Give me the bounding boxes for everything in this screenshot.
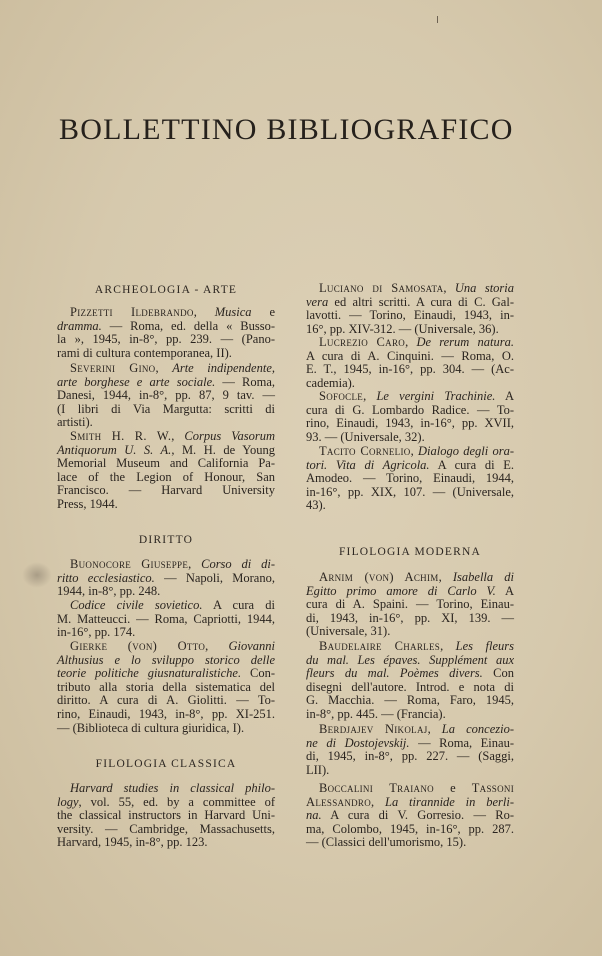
citation-text: A cura di V. Gorresio. — Ro- [321,808,514,823]
entry-line [306,459,514,473]
citation-text: LII). [306,762,330,777]
citation-text: rino, Einaudi, 1943, in-8°, pp. XI-251. [57,706,275,721]
bib-entry-berdjajev [306,723,514,777]
entry-line [306,737,514,751]
bib-entry-codice [57,599,275,640]
author-name: Buonocore Giuseppe [70,557,189,571]
entry-line [306,363,514,377]
citation-text: ma, Colombo, 1945, in-16°, pp. 287. [306,821,514,836]
citation-text: , [193,305,215,319]
bib-entry-tacito [306,445,514,513]
italic-title: vera [306,294,329,309]
italic-title: tori. Vita di Agricola. [306,457,430,472]
entry-line [306,499,514,513]
citation-text: , [371,794,385,809]
bib-entry-boccalini [306,782,514,850]
entry-line [57,613,275,627]
citation-text: artisti). [57,415,93,430]
citation-text: e [433,781,472,795]
author-name: Berdjajev Nikolaj [319,722,428,736]
entry-line [306,723,514,737]
entry-line [57,389,275,403]
citation-text: — Napoli, Morano, [154,570,275,585]
citation-text: cura di A. Spaini. — Torino, Einau- [306,597,514,612]
citation-text: A cura di E. [429,457,514,472]
paper-smudge [22,562,52,588]
citation-text: cademia). [306,375,355,390]
italic-title: ne di Dostojevskij. [306,735,410,750]
entry-line [306,309,514,323]
entry-line [57,320,275,334]
italic-title: du mal. Les épaves. Supplément aux [306,652,514,667]
entry-line [57,836,275,850]
citation-text: Francisco. — Harvard University [57,483,275,498]
bib-entry-gierke [57,640,275,735]
citation-text: , vol. 55, ed. by a committee of [78,794,275,809]
entry-line [57,376,275,390]
entry-line [57,809,275,823]
italic-title: Althusius e lo sviluppo storico delle [57,652,275,667]
citation-text: 93. — (Universale, 32). [306,429,425,444]
entry-line [57,471,275,485]
bib-entry-smith [57,430,275,512]
citation-text: — (Biblioteca di cultura giuridica, I). [57,720,245,735]
entry-line [57,585,275,599]
entry-line [306,445,514,459]
citation-text: — Roma, [215,374,275,389]
citation-text: , [205,639,229,653]
author-name: Sofocle [319,389,364,403]
page-title: BOLLETTINO BIBLIOGRAFICO [59,113,514,146]
entry-line [57,823,275,837]
entry-line [306,694,514,708]
italic-title: Harvard studies in classical philo- [70,781,275,795]
entry-line [306,417,514,431]
bib-entry-severini [57,362,275,430]
section-heading-filologia-moderna: FILOLOGIA MODERNA [338,546,482,558]
section-heading-diritto: DIRITTO [138,534,194,546]
bib-entry-arnim [306,571,514,639]
italic-title: Codice civile sovietico. [70,598,203,612]
citation-text: , [171,429,185,443]
citation-text: in-16°, pp. 174. [57,625,136,640]
citation-text: Harvard, 1945, in-8°, pp. 123. [57,835,208,850]
citation-text: rino, Einaudi, 1943, in-16°, pp. XVII, [306,416,514,431]
author-name: Pizzetti Ildebrando [70,305,194,319]
italic-title: La concezio- [441,722,514,736]
citation-text: e [251,305,275,319]
citation-text: Con [482,666,514,681]
italic-title: Isabella di [452,570,515,584]
citation-text: (Universale, 31). [306,624,391,639]
citation-text: — Roma, ed. della « Busso- [101,318,275,333]
italic-title: Le vergini Trachinie. [376,389,496,403]
citation-text: Danesi, 1944, in-8°, pp. 87, 9 tav. — [57,388,275,403]
entry-line [306,750,514,764]
entry-line [306,836,514,850]
italic-title: Una storia [454,281,515,295]
citation-text: , [440,639,456,653]
author-name: Tassoni [471,781,514,795]
entry-line [306,296,514,310]
right-column [306,0,514,956]
citation-text: 43). [306,498,326,513]
author-name: Boccalini Traiano [319,781,434,795]
citation-text: , [443,281,455,295]
entry-line [57,362,275,376]
italic-title: logy [57,794,79,809]
entry-line [306,282,514,296]
entry-line [57,722,275,736]
citation-text: G. Macchia. — Roma, Faro, 1945, [306,693,514,708]
entry-line [306,809,514,823]
citation-text: 16°, pp. XIV-312. — (Universale, 36). [306,321,499,336]
entry-line [306,612,514,626]
author-name: Gierke (von) Otto [70,639,206,653]
entry-line [57,708,275,722]
citation-text: cura di G. Lombardo Radice. — To- [306,402,514,417]
italic-title: teorie politiche giusnaturalistiche. [57,666,242,681]
binding-edge [0,0,12,956]
italic-title: De rerum natura. [416,335,514,349]
citation-text: , [438,570,453,584]
citation-text: lace of the Legion of Honour, San [57,469,275,484]
italic-title: Egitto primo amore di Carlo V. [306,583,496,598]
italic-title: Musica [214,305,252,319]
citation-text: M. Matteucci. — Roma, Capriotti, 1944, [57,611,275,626]
entry-line [57,572,275,586]
italic-title: La tirannide in berli- [385,794,514,809]
entry-line [57,681,275,695]
citation-text: di, 1945, in-8°, pp. 227. — (Saggi, [306,749,514,764]
bib-entry-baudelaire [306,640,514,722]
entry-line [306,796,514,810]
author-name: Arnim (von) Achim [319,570,439,584]
citation-text: di, 1943, in-16°, pp. XI, 139. — [306,610,514,625]
citation-text: , M. H. de Young [171,442,275,457]
citation-text: disegni dell'autore. Introd. e nota di [306,679,514,694]
citation-text: Memorial Museum and California Pa- [57,456,275,471]
citation-text: lavotti. — Torino, Einaudi, 1943, in- [306,308,514,323]
entry-line [306,654,514,668]
author-name: Baudelaire Charles [319,639,441,653]
bib-entry-lucrezio [306,336,514,390]
bib-entry-harvard [57,782,275,850]
citation-text: 1944, in-8°, pp. 248. [57,584,161,599]
italic-title: fleurs du mal. Poèmes divers. [306,666,483,681]
citation-text: ed altri scritti. A cura di C. Gal- [328,294,514,309]
bib-entry-sofocle [306,390,514,444]
entry-line [306,336,514,350]
citation-text: versity. — Cambridge, Massachusetts, [57,821,275,836]
entry-line [57,558,275,572]
citation-text: E. T., 1945, in-16°, pp. 304. — (Ac- [306,362,514,377]
entry-line [306,571,514,585]
citation-text: A [495,583,514,598]
citation-text: la », 1945, in-8°, pp. 239. — (Pano- [57,332,275,347]
entry-line [306,486,514,500]
author-name: Smith H. R. W. [70,429,172,443]
entry-line [57,667,275,681]
entry-line [306,823,514,837]
entry-line [306,404,514,418]
author-name: Luciano di Samosata [319,281,444,295]
italic-title: Corso di di- [201,557,275,571]
entry-line [57,457,275,471]
citation-text: in-8°, pp. 445. — (Francia). [306,706,446,721]
citation-text: Con- [241,666,276,681]
italic-title: arte borghese e arte sociale. [57,374,216,389]
section-heading-filologia-classica: FILOLOGIA CLASSICA [95,758,237,770]
author-name: Severini Gino [70,361,156,375]
author-name: Alessandro [306,794,372,809]
bib-entry-buonocore [57,558,275,599]
citation-text: — (Classici dell'umorismo, 15). [306,835,467,850]
italic-title: Giovanni [228,639,276,653]
citation-text: , [410,444,418,458]
entry-line [57,640,275,654]
citation-text: (I libri di Via Margutta: scritti di [57,401,275,416]
italic-title: Dialogo degli ora- [417,444,514,458]
section-heading-archeologia-arte: ARCHEOLOGIA - ARTE [94,284,238,296]
entry-line [306,390,514,404]
citation-text: , [188,557,202,571]
entry-line [57,626,275,640]
citation-text: the classical instructors in Harvard Uni- [57,808,275,823]
entry-line [306,598,514,612]
entry-line [57,416,275,430]
italic-title: Antiquorum U. S. A. [57,442,172,457]
citation-text: — Roma, Einau- [409,735,514,750]
italic-title: Les fleurs [455,639,514,653]
citation-text: A [495,389,515,403]
entry-line [306,585,514,599]
citation-text: tributo alla storia della sistematica del [57,679,275,694]
entry-line [57,484,275,498]
italic-title: Arte indipendente, [172,361,275,375]
entry-line [57,498,275,512]
bib-entry-pizzetti [57,306,275,360]
author-name: Lucrezio Caro [319,335,406,349]
italic-title: na. [306,808,322,823]
left-column [57,0,275,956]
entry-line [306,640,514,654]
entry-line [306,764,514,778]
entry-line [57,333,275,347]
italic-title: Corpus Vasorum [184,429,275,443]
citation-text: , [363,389,377,403]
entry-line [57,444,275,458]
entry-line [57,694,275,708]
entry-line [57,796,275,810]
entry-line [306,708,514,722]
entry-line [306,472,514,486]
citation-text: in-16°, pp. XIX, 107. — (Universale, [306,484,514,499]
entry-line [57,654,275,668]
citation-text: diritto. A cura di A. Giolitti. — To- [57,693,275,708]
entry-line [57,782,275,796]
entry-line [57,347,275,361]
entry-line [306,681,514,695]
entry-line [306,782,514,796]
author-name: Tacito Cornelio [319,444,411,458]
italic-title: dramma. [57,318,102,333]
citation-text: A cura di [202,598,275,612]
citation-text: , [405,335,417,349]
citation-text: , [427,722,442,736]
entry-line [57,430,275,444]
citation-text: , [155,361,173,375]
entry-line [57,403,275,417]
citation-text: A cura di A. Cinquini. — Roma, O. [306,348,514,363]
citation-text: Amodeo. — Torino, Einaudi, 1944, [306,471,514,486]
entry-line [306,667,514,681]
citation-text: rami di cultura contemporanea, II). [57,345,232,360]
citation-text: Press, 1944. [57,496,118,511]
entry-line [57,306,275,320]
entry-line [57,599,275,613]
bib-entry-luciano [306,282,514,336]
entry-line [306,431,514,445]
entry-line [306,625,514,639]
italic-title: ritto ecclesiastico. [57,570,155,585]
entry-line [306,350,514,364]
